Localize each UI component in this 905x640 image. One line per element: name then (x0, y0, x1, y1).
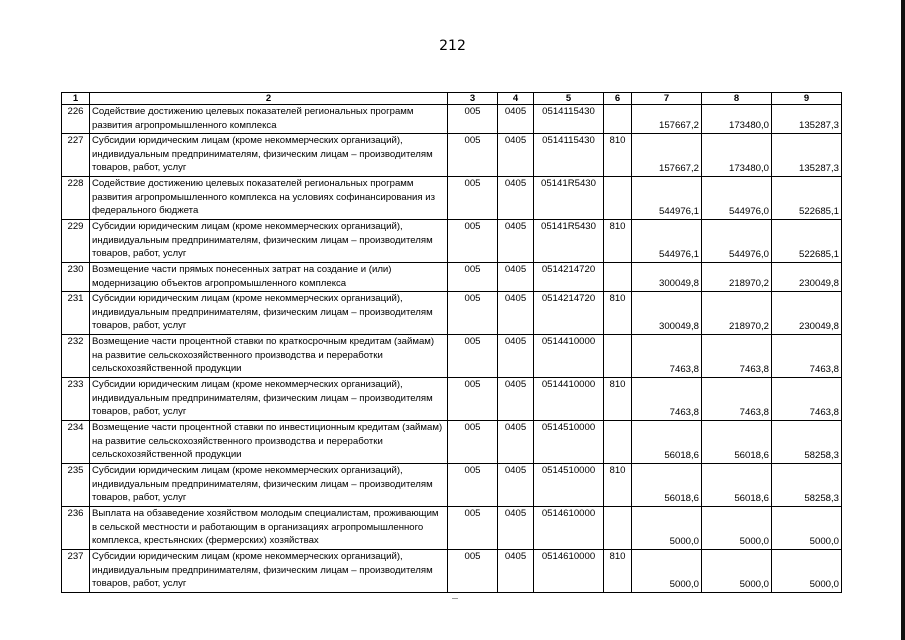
expense-type-code (604, 507, 632, 550)
table-body (62, 105, 842, 593)
header-cell-2: 2 (90, 93, 448, 105)
row-description: Выплата на обзаведение хозяйством молодым специалистам, проживающим в сельской местности и работающим в организациях агропромышленного комплекса, крестьянских (фермерских) хозяйствах (90, 507, 448, 550)
target-article-code: 0514410000 (534, 335, 604, 378)
row-description: Содействие достижению целевых показателей региональных программ развития агропромышленного комплекса на условиях софинансирования из федерального бюджета (90, 177, 448, 220)
row-number: 236 (62, 507, 90, 550)
table-row (62, 464, 842, 507)
ministry-code: 005 (448, 263, 498, 292)
header-cell-9: 9 (772, 93, 842, 105)
expense-type-code: 810 (604, 464, 632, 507)
scan-edge-border (901, 0, 905, 640)
table-row (62, 220, 842, 263)
row-description: Возмещение части процентной ставки по инвестиционным кредитам (займам) на развитие сельскохозяйственного производства и переработки сельскохозяйственной продукции (90, 421, 448, 464)
table-header (62, 93, 842, 105)
row-description: Субсидии юридическим лицам (кроме некоммерческих организаций), индивидуальным предпринимателям, физическим лицам – производителям товаров, работ, услуг (90, 292, 448, 335)
row-number: 227 (62, 134, 90, 177)
section-code: 0405 (498, 177, 534, 220)
row-number: 237 (62, 550, 90, 593)
amount-col-7: 5000,0 (632, 550, 702, 593)
section-code: 0405 (498, 292, 534, 335)
amount-col-7: 56018,6 (632, 464, 702, 507)
ministry-code: 005 (448, 105, 498, 134)
row-number: 233 (62, 378, 90, 421)
section-code: 0405 (498, 335, 534, 378)
expense-type-code (604, 177, 632, 220)
table-row (62, 378, 842, 421)
amount-col-9: 5000,0 (772, 550, 842, 593)
row-description: Возмещение части прямых понесенных затрат на создание и (или) модернизацию объектов агропромышленного комплекса (90, 263, 448, 292)
ministry-code: 005 (448, 335, 498, 378)
table-row (62, 105, 842, 134)
row-number: 228 (62, 177, 90, 220)
section-code: 0405 (498, 220, 534, 263)
amount-col-8: 7463,8 (702, 378, 772, 421)
target-article-code: 0514214720 (534, 292, 604, 335)
amount-col-8: 544976,0 (702, 177, 772, 220)
section-code: 0405 (498, 263, 534, 292)
scan-artifact (452, 598, 458, 599)
ministry-code: 005 (448, 464, 498, 507)
header-cell-1: 1 (62, 93, 90, 105)
amount-col-8: 7463,8 (702, 335, 772, 378)
row-description: Содействие достижению целевых показателей региональных программ развития агропромышленного комплекса (90, 105, 448, 134)
section-code: 0405 (498, 105, 534, 134)
amount-col-8: 5000,0 (702, 550, 772, 593)
expense-type-code: 810 (604, 550, 632, 593)
amount-col-7: 300049,8 (632, 263, 702, 292)
target-article-code: 0514115430 (534, 134, 604, 177)
table-row (62, 507, 842, 550)
amount-col-8: 218970,2 (702, 292, 772, 335)
target-article-code: 0514610000 (534, 550, 604, 593)
target-article-code: 0514115430 (534, 105, 604, 134)
amount-col-8: 5000,0 (702, 507, 772, 550)
ministry-code: 005 (448, 550, 498, 593)
expense-type-code: 810 (604, 378, 632, 421)
amount-col-8: 218970,2 (702, 263, 772, 292)
table-row (62, 550, 842, 593)
target-article-code: 0514410000 (534, 378, 604, 421)
table-row (62, 263, 842, 292)
target-article-code: 05141R5430 (534, 220, 604, 263)
row-number: 234 (62, 421, 90, 464)
amount-col-9: 522685,1 (772, 177, 842, 220)
target-article-code: 0514610000 (534, 507, 604, 550)
expense-type-code: 810 (604, 220, 632, 263)
row-number: 230 (62, 263, 90, 292)
row-description: Субсидии юридическим лицам (кроме некоммерческих организаций), индивидуальным предпринимателям, физическим лицам – производителям товаров, работ, услуг (90, 220, 448, 263)
amount-col-8: 173480,0 (702, 105, 772, 134)
expense-type-code (604, 421, 632, 464)
amount-col-9: 7463,8 (772, 335, 842, 378)
row-description: Субсидии юридическим лицам (кроме некоммерческих организаций), индивидуальным предпринимателям, физическим лицам – производителям товаров, работ, услуг (90, 134, 448, 177)
header-cell-3: 3 (448, 93, 498, 105)
amount-col-7: 5000,0 (632, 507, 702, 550)
ministry-code: 005 (448, 220, 498, 263)
amount-col-8: 56018,6 (702, 464, 772, 507)
expense-type-code (604, 105, 632, 134)
row-number: 231 (62, 292, 90, 335)
table-row (62, 335, 842, 378)
row-number: 226 (62, 105, 90, 134)
row-description: Субсидии юридическим лицам (кроме некоммерческих организаций), индивидуальным предпринимателям, физическим лицам – производителям товаров, работ, услуг (90, 464, 448, 507)
budget-table (61, 92, 842, 593)
section-code: 0405 (498, 507, 534, 550)
row-number: 232 (62, 335, 90, 378)
header-row (62, 93, 842, 105)
expense-type-code (604, 263, 632, 292)
amount-col-7: 7463,8 (632, 335, 702, 378)
amount-col-9: 230049,8 (772, 292, 842, 335)
ministry-code: 005 (448, 421, 498, 464)
target-article-code: 05141R5430 (534, 177, 604, 220)
header-cell-5: 5 (534, 93, 604, 105)
header-cell-6: 6 (604, 93, 632, 105)
target-article-code: 0514510000 (534, 464, 604, 507)
amount-col-9: 5000,0 (772, 507, 842, 550)
expense-type-code: 810 (604, 292, 632, 335)
section-code: 0405 (498, 550, 534, 593)
amount-col-7: 300049,8 (632, 292, 702, 335)
amount-col-9: 135287,3 (772, 105, 842, 134)
header-cell-8: 8 (702, 93, 772, 105)
row-description: Возмещение части процентной ставки по краткосрочным кредитам (займам) на развитие сельскохозяйственного производства и переработки сельскохозяйственной продукции (90, 335, 448, 378)
amount-col-7: 157667,2 (632, 105, 702, 134)
ministry-code: 005 (448, 292, 498, 335)
amount-col-8: 173480,0 (702, 134, 772, 177)
ministry-code: 005 (448, 378, 498, 421)
amount-col-7: 544976,1 (632, 220, 702, 263)
ministry-code: 005 (448, 507, 498, 550)
expense-type-code (604, 335, 632, 378)
amount-col-8: 544976,0 (702, 220, 772, 263)
amount-col-7: 544976,1 (632, 177, 702, 220)
amount-col-7: 56018,6 (632, 421, 702, 464)
section-code: 0405 (498, 134, 534, 177)
header-cell-4: 4 (498, 93, 534, 105)
row-description: Субсидии юридическим лицам (кроме некоммерческих организаций), индивидуальным предпринимателям, физическим лицам – производителям товаров, работ, услуг (90, 550, 448, 593)
row-description: Субсидии юридическим лицам (кроме некоммерческих организаций), индивидуальным предпринимателям, физическим лицам – производителям товаров, работ, услуг (90, 378, 448, 421)
amount-col-9: 58258,3 (772, 464, 842, 507)
amount-col-9: 522685,1 (772, 220, 842, 263)
row-number: 229 (62, 220, 90, 263)
row-number: 235 (62, 464, 90, 507)
table-row (62, 177, 842, 220)
section-code: 0405 (498, 421, 534, 464)
expense-type-code: 810 (604, 134, 632, 177)
amount-col-8: 56018,6 (702, 421, 772, 464)
section-code: 0405 (498, 464, 534, 507)
page-number: 212 (439, 38, 466, 54)
target-article-code: 0514510000 (534, 421, 604, 464)
amount-col-9: 7463,8 (772, 378, 842, 421)
section-code: 0405 (498, 378, 534, 421)
table-row (62, 292, 842, 335)
amount-col-7: 157667,2 (632, 134, 702, 177)
table-row (62, 134, 842, 177)
header-cell-7: 7 (632, 93, 702, 105)
amount-col-7: 7463,8 (632, 378, 702, 421)
ministry-code: 005 (448, 177, 498, 220)
amount-col-9: 135287,3 (772, 134, 842, 177)
target-article-code: 0514214720 (534, 263, 604, 292)
ministry-code: 005 (448, 134, 498, 177)
table-row (62, 421, 842, 464)
amount-col-9: 230049,8 (772, 263, 842, 292)
amount-col-9: 58258,3 (772, 421, 842, 464)
